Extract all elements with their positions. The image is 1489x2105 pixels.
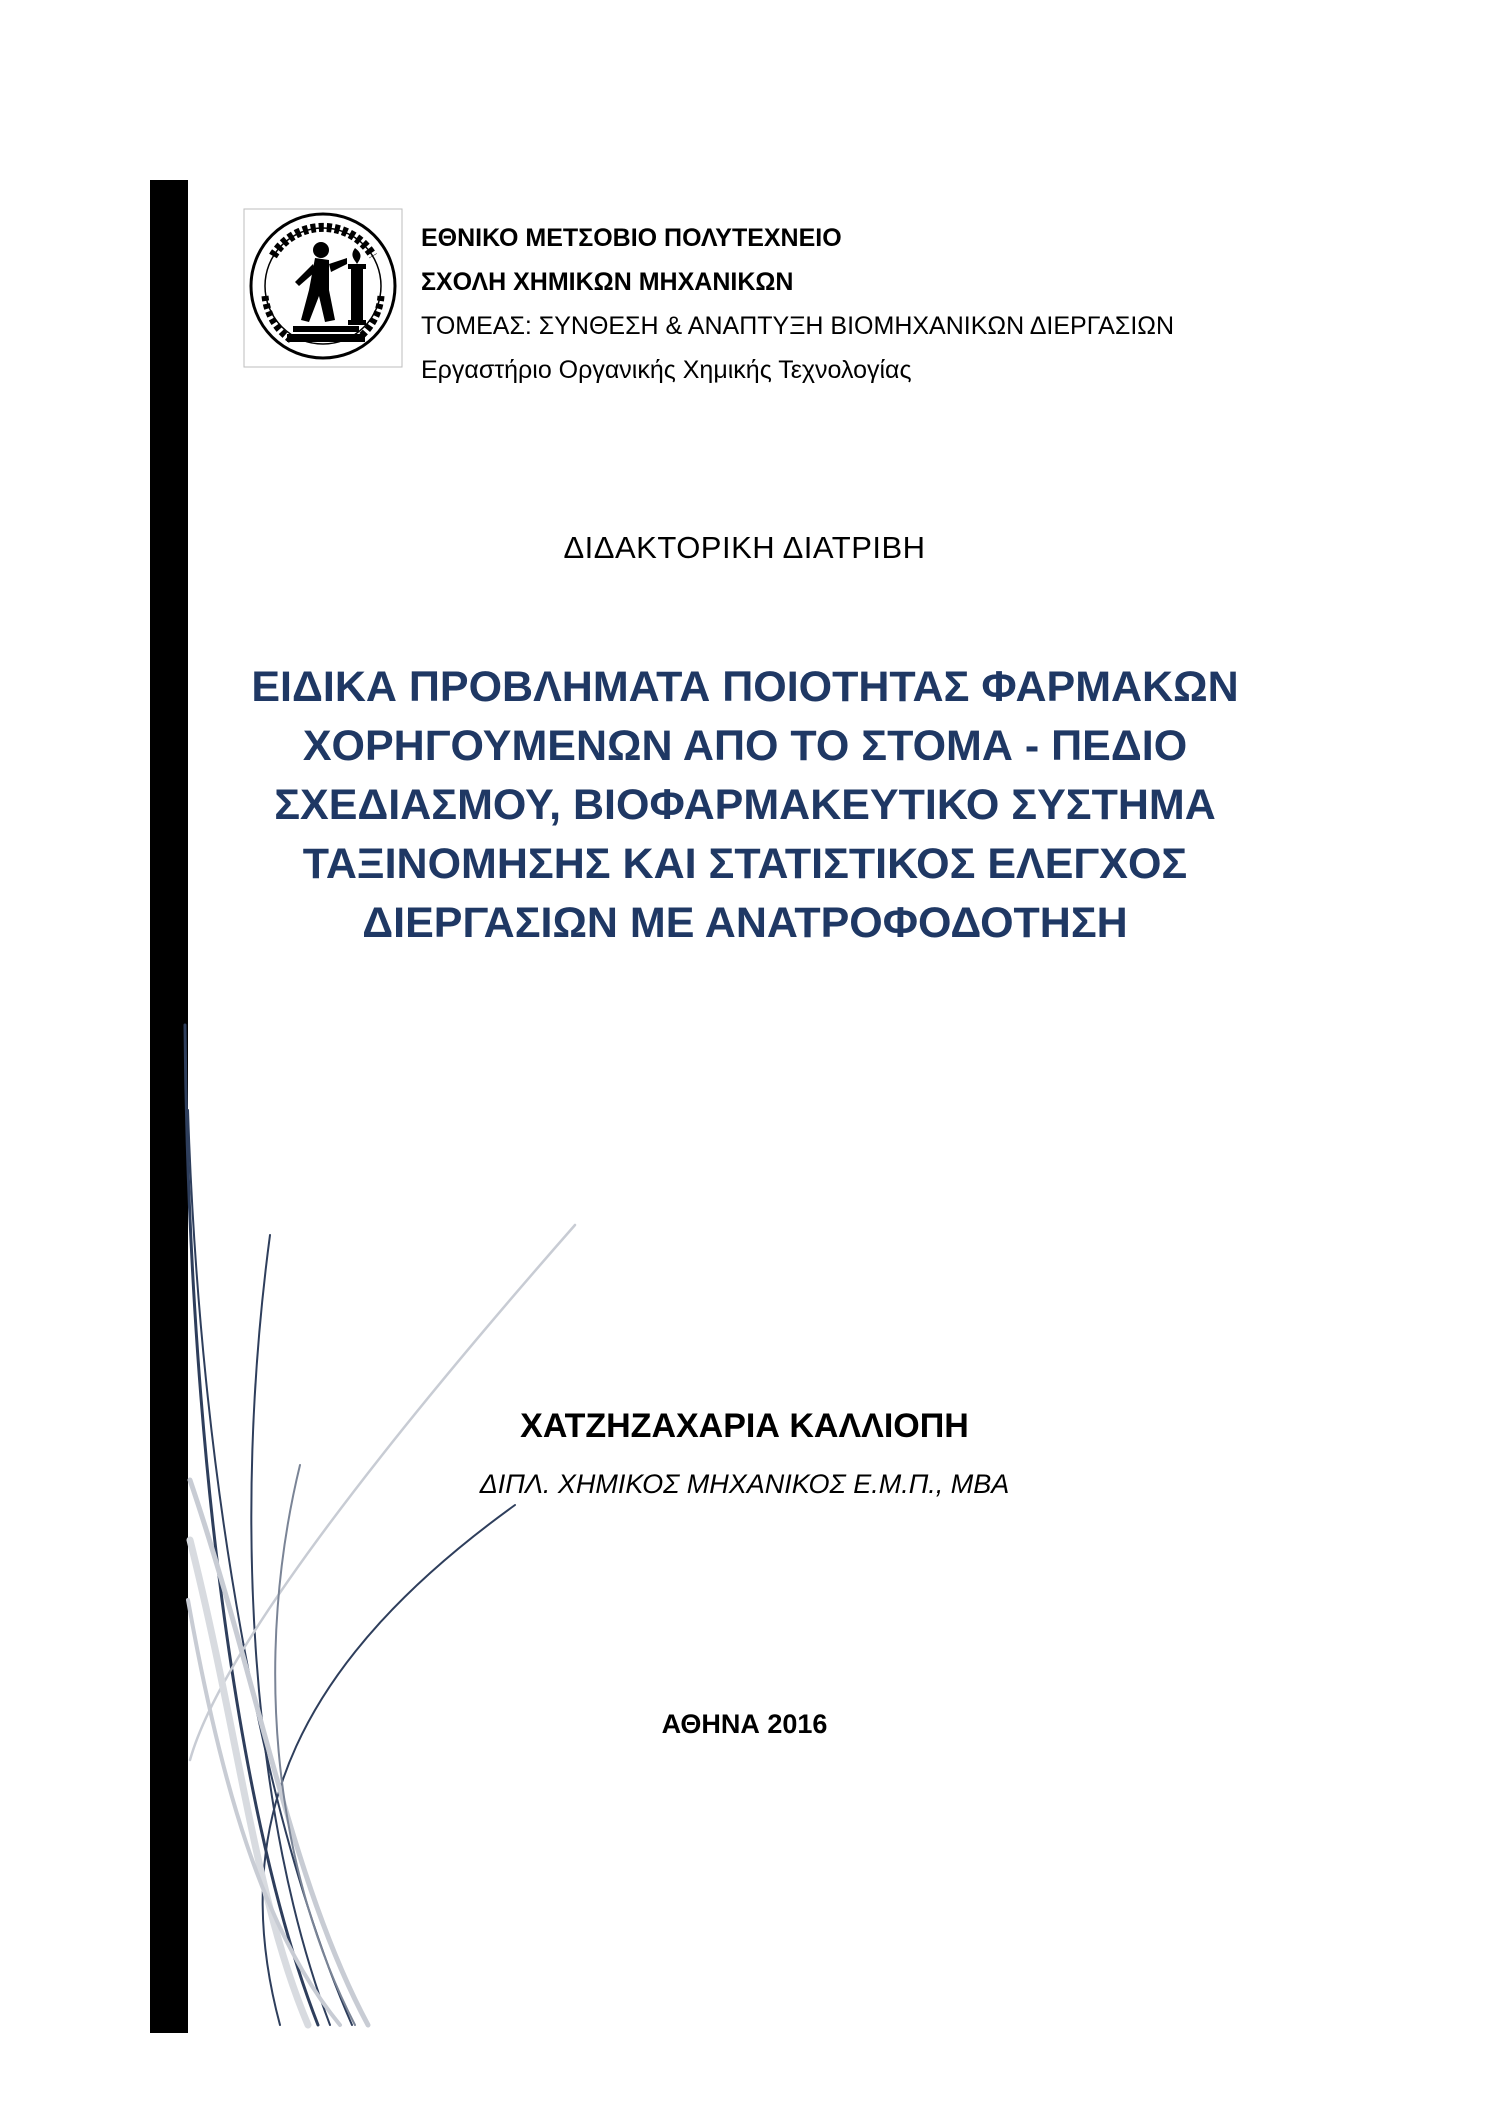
school-name: ΣΧΟΛΗ ΧΗΜΙΚΩΝ ΜΗΧΑΝΙΚΩΝ: [421, 268, 794, 296]
author-degree: ΔΙΠΛ. ΧΗΜΙΚΟΣ ΜΗΧΑΝΙΚΟΣ Ε.Μ.Π., MBA: [479, 1469, 1010, 1499]
place-date: ΑΘΗΝΑ 2016: [661, 1709, 828, 1739]
title-line: ΧΟΡΗΓΟΥΜΕΝΩΝ ΑΠΟ ΤΟ ΣΤΟΜΑ - ΠΕΔΙΟ: [302, 722, 1188, 770]
thesis-title: [200, 658, 1290, 953]
title-line: ΔΙΕΡΓΑΣΙΩΝ ΜΕ ΑΝΑΤΡΟΦΟΔΟΤΗΣΗ: [362, 899, 1128, 947]
university-seal-icon: [243, 208, 403, 368]
department-name: ΤΟΜΕΑΣ: ΣΥΝΘΕΣΗ & ΑΝΑΠΤΥΞΗ ΒΙΟΜΗΧΑΝΙΚΩΝ ΔΙΕΡΓΑΣΙΩΝ: [421, 312, 1175, 340]
institution-name: ΕΘΝΙΚΟ ΜΕΤΣΟΒΙΟ ΠΟΛΥΤΕΧΝΕΙΟ: [421, 224, 842, 252]
title-line: ΕΙΔΙΚΑ ΠΡΟΒΛΗΜΑΤΑ ΠΟΙΟΤΗΤΑΣ ΦΑΡΜΑΚΩΝ: [251, 663, 1239, 711]
title-line: ΣΧΕΔΙΑΣΜΟΥ, ΒΙΟΦΑΡΜΑΚΕΥΤΙΚΟ ΣΥΣΤΗΜΑ: [274, 781, 1216, 829]
institution-header: [243, 208, 1343, 384]
document-type: ΔΙΔΑΚΤΟΡΙΚΗ ΔΙΑΤΡΙΒΗ: [563, 530, 926, 565]
author-name: ΧΑΤΖΗΖΑΧΑΡΙΑ ΚΑΛΛΙΟΠΗ: [520, 1407, 969, 1445]
title-line: ΤΑΞΙΝΟΜΗΣΗΣ ΚΑΙ ΣΤΑΤΙΣΤΙΚΟΣ ΕΛΕΓΧΟΣ: [302, 840, 1188, 888]
side-bar-decoration: [150, 180, 188, 2033]
laboratory-name: Εργαστήριο Οργανικής Χημικής Τεχνολογίας: [421, 356, 912, 384]
